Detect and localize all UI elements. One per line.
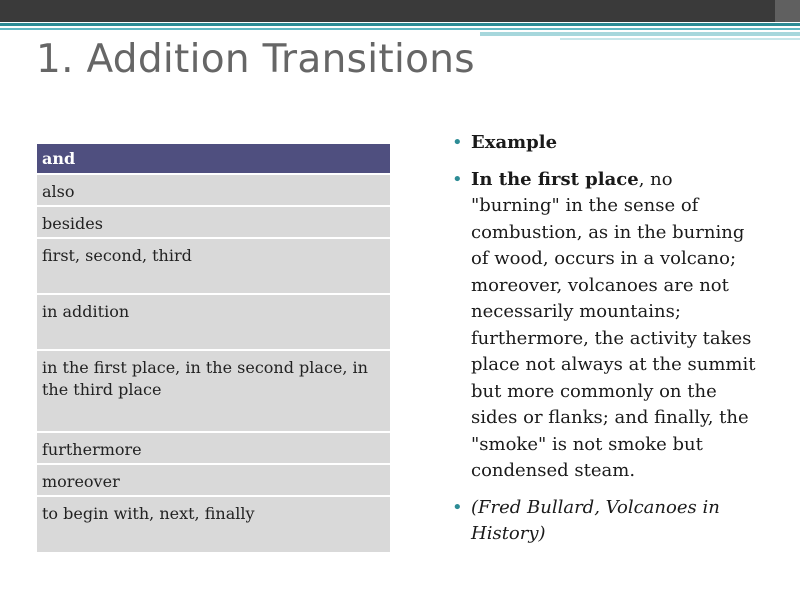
table-cell: besides — [37, 206, 390, 238]
table-row — [37, 496, 390, 553]
example-lead-phrase: In the first place — [471, 168, 639, 190]
table-row — [37, 432, 390, 464]
example-bullet-list — [450, 130, 760, 558]
accent-rule — [560, 38, 800, 40]
bullet-icon: • — [452, 496, 463, 518]
citation: (Fred Bullard, Volcanoes in History) — [471, 496, 720, 544]
table-row — [37, 238, 390, 294]
top-bar-tab — [775, 0, 800, 22]
table-row — [37, 174, 390, 206]
example-heading: Example — [471, 132, 558, 153]
table-header-row — [37, 144, 390, 174]
list-item — [450, 167, 760, 485]
table-cell: moreover — [37, 464, 390, 496]
table-header-cell: and — [37, 144, 390, 174]
table-cell: in addition — [37, 294, 390, 350]
table-row — [37, 206, 390, 238]
table-cell: in the first place, in the second place, in the third place — [37, 350, 390, 432]
bullet-icon: • — [452, 132, 463, 153]
transitions-table — [37, 144, 390, 554]
table-cell: first, second, third — [37, 238, 390, 294]
accent-rule — [0, 28, 800, 30]
top-bar — [0, 0, 800, 22]
accent-rule — [0, 23, 800, 26]
table-row — [37, 350, 390, 432]
table-row — [37, 294, 390, 350]
table-cell: to begin with, next, finally — [37, 496, 390, 553]
slide-title: 1. Addition Transitions — [36, 37, 475, 82]
table-cell: furthermore — [37, 432, 390, 464]
bullet-icon: • — [452, 168, 463, 190]
list-item — [450, 495, 760, 548]
table-row — [37, 464, 390, 496]
list-item — [450, 130, 760, 157]
accent-rule — [480, 32, 800, 36]
example-paragraph: , no "burning" in the sense of combustion, as in the burning of wood, occurs in a volcano; moreover, volcanoes are not necessarily mountains; furthermore, the activity takes place not always at the summit but more commonly on the sides or flanks; and finally, the "smoke" is not smoke but condensed steam. — [471, 168, 756, 481]
table-cell: also — [37, 174, 390, 206]
